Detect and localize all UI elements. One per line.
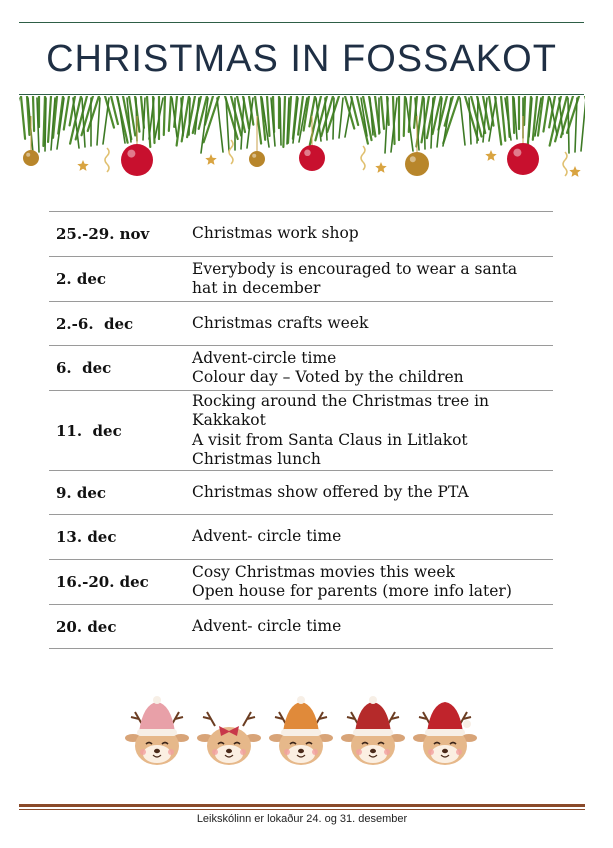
schedule-event-line: Kakkakot (192, 411, 266, 429)
schedule-event-line: Advent-circle time (192, 348, 337, 367)
schedule-events (192, 515, 553, 560)
schedule-event-line: Open house for parents (more info later) (192, 582, 512, 600)
schedule-event-line: Everybody is encouraged to wear a santa (192, 259, 518, 278)
schedule-table (49, 211, 553, 649)
schedule-date: 2. dec (49, 257, 192, 302)
schedule-row (49, 257, 553, 302)
schedule-events (192, 605, 553, 649)
footer-note: Leikskólinn er lokaður 24. og 31. desember (196, 813, 408, 825)
schedule-row (49, 515, 553, 560)
schedule-events (192, 560, 553, 605)
ribbon-icon (229, 140, 233, 164)
title-bottom-rule (19, 94, 584, 95)
star-icon (375, 162, 386, 173)
schedule-date: 13. dec (49, 515, 192, 560)
red-ornament-icon (121, 144, 153, 176)
schedule-events (192, 302, 553, 346)
schedule-date: 2.-6. dec (49, 302, 192, 346)
reindeer-red-hat-icon (341, 696, 405, 765)
schedule-events (192, 346, 553, 391)
schedule-date: 11. dec (49, 391, 192, 471)
schedule-events (192, 471, 553, 515)
schedule-row (49, 346, 553, 391)
schedule-row (49, 560, 553, 605)
ribbon-icon (105, 148, 109, 172)
gold-ornament-icon (405, 152, 429, 176)
footer-rule-thin (19, 809, 585, 810)
schedule-events (192, 391, 553, 471)
schedule-event-line: A visit from Santa Claus in Litlakot (192, 430, 468, 449)
ribbon-icon (563, 152, 567, 176)
star-icon (485, 150, 496, 161)
schedule-row (49, 302, 553, 346)
star-icon (77, 160, 88, 171)
schedule-event-line: Christmas crafts week (192, 313, 369, 332)
schedule-row (49, 605, 553, 649)
red-ornament-icon (299, 145, 325, 171)
pine-garland-image (19, 96, 585, 186)
star-icon (569, 166, 580, 177)
schedule-date: 20. dec (49, 605, 192, 649)
gold-ornament-icon (23, 150, 39, 166)
schedule-date: 6. dec (49, 346, 192, 391)
reindeer-orange-hat-icon (269, 696, 333, 765)
schedule-row (49, 212, 553, 257)
schedule-event-line: Advent- circle time (192, 616, 342, 635)
reindeer-santa-hat-icon (413, 702, 477, 765)
reindeer-pink-hat-icon (125, 696, 189, 765)
schedule-event-line: Christmas work shop (192, 224, 359, 243)
schedule-date: 16.-20. dec (49, 560, 192, 605)
title-top-rule (19, 22, 584, 23)
reindeer-illustration (120, 686, 490, 776)
schedule-events (192, 212, 553, 257)
footer-rule-thick (19, 804, 585, 807)
schedule-event-line: Christmas lunch (192, 450, 321, 468)
red-ornament-icon (507, 143, 539, 175)
schedule-event-line: hat in december (192, 279, 321, 297)
schedule-event-line: Rocking around the Christmas tree in (192, 391, 490, 410)
schedule-event-line: Christmas show offered by the PTA (192, 482, 469, 501)
schedule-event-line: Advent- circle time (192, 527, 342, 546)
schedule-event-line: Cosy Christmas movies this week (192, 562, 455, 581)
schedule-row (49, 391, 553, 471)
reindeer-bow-icon (197, 712, 261, 765)
page-title: CHRISTMAS IN FOSSAKOT (46, 38, 557, 80)
ribbon-icon (361, 146, 365, 170)
schedule-date: 9. dec (49, 471, 192, 515)
gold-ornament-icon (249, 151, 265, 167)
schedule-date: 25.-29. nov (49, 212, 192, 257)
schedule-events (192, 257, 553, 302)
star-icon (205, 154, 216, 165)
schedule-event-line: Colour day – Voted by the children (192, 368, 464, 386)
schedule-row (49, 471, 553, 515)
